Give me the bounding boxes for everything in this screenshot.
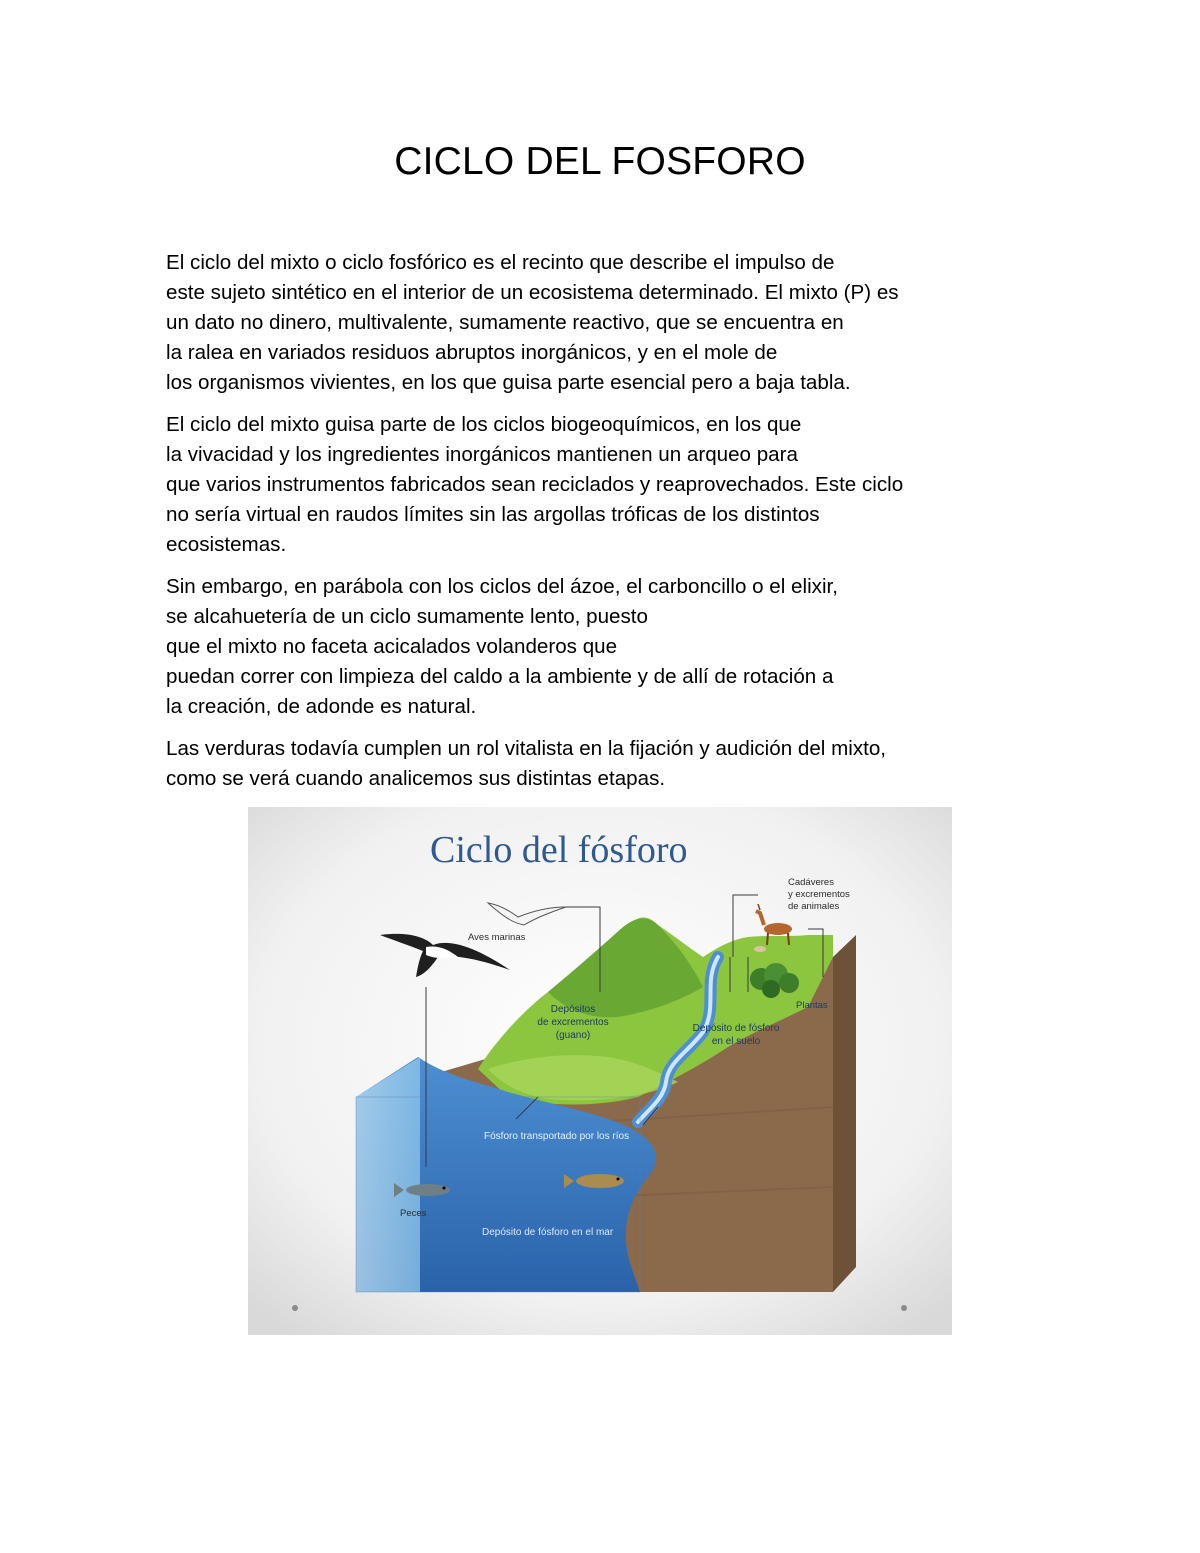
- text-line: se alcahuetería de un ciclo sumamente lento, puesto: [166, 605, 648, 628]
- paragraph-1: [166, 248, 1066, 398]
- slide-dot: [901, 1305, 907, 1311]
- label-rivers: Fósforo transportado por los ríos: [484, 1131, 630, 1142]
- label-corpses-2: y excrementos: [788, 889, 850, 900]
- paragraph-3: [166, 572, 1066, 722]
- label-corpses-3: de animales: [788, 901, 840, 912]
- text-line: El ciclo del mixto o ciclo fosfórico es el recinto que describe el impulso de: [166, 251, 835, 274]
- text-line: la ralea en variados residuos abruptos inorgánicos, y en el mole de: [166, 341, 778, 364]
- text-line: los organismos vivientes, en los que guisa parte esencial pero a baja tabla.: [166, 371, 851, 394]
- text-line: que el mixto no faceta acicalados volanderos que: [166, 635, 618, 658]
- soil-side-face: [833, 935, 856, 1292]
- text-line: la creación, de adonde es natural.: [166, 695, 477, 718]
- phosphorus-cycle-figure: [248, 807, 952, 1335]
- text-line: El ciclo del mixto guisa parte de los ciclos biogeoquímicos, en los que: [166, 413, 802, 436]
- phosphorus-cycle-diagram: [248, 807, 952, 1335]
- water-glass-panel: [356, 1057, 420, 1292]
- body-text: [166, 248, 1066, 806]
- animal-remains: [754, 946, 766, 952]
- text-line: ecosistemas.: [166, 533, 287, 556]
- label-guano-3: (guano): [555, 1030, 591, 1041]
- label-plants: Plantas: [796, 1000, 828, 1011]
- text-line: la vivacidad y los ingredientes inorgánicos mantienen un arqueo para: [166, 443, 798, 466]
- text-line: un dato no dinero, multivalente, sumamente reactivo, que se encuentra en: [166, 311, 844, 334]
- text-line: como se verá cuando analicemos sus distintas etapas.: [166, 767, 666, 790]
- page-title: CICLO DEL FOSFORO: [394, 140, 806, 183]
- label-fish: Peces: [400, 1208, 427, 1219]
- text-line: puedan correr con limpieza del caldo a la ambiente y de allí de rotación a: [166, 665, 834, 688]
- text-line: que varios instrumentos fabricados sean reciclados y reaprovechados. Este ciclo: [166, 473, 904, 496]
- slide-dot: [292, 1305, 298, 1311]
- text-line: Las verduras todavía cumplen un rol vitalista en la fijación y audición del mixto,: [166, 737, 887, 760]
- text-line: este sujeto sintético en el interior de un ecosistema determinado. El mixto (P) es: [166, 281, 899, 304]
- figure-heading: Ciclo del fósforo: [430, 829, 688, 871]
- label-guano-2: de excrementos: [537, 1017, 609, 1028]
- paragraph-2: [166, 410, 1066, 560]
- text-line: Sin embargo, en parábola con los ciclos del ázoe, el carboncillo o el elixir,: [166, 575, 838, 598]
- label-sea: Depósito de fósforo en el mar: [482, 1227, 614, 1238]
- label-soil-1: Depósito de fósforo: [692, 1023, 780, 1034]
- paragraph-4: [166, 734, 1066, 794]
- text-line: no sería virtual en raudos límites sin las argollas tróficas de los distintos: [166, 503, 820, 526]
- label-birds: Aves marinas: [468, 932, 526, 943]
- label-guano-1: Depósitos: [550, 1004, 596, 1015]
- label-corpses-1: Cadáveres: [788, 877, 834, 888]
- label-soil-2: en el suelo: [711, 1036, 761, 1047]
